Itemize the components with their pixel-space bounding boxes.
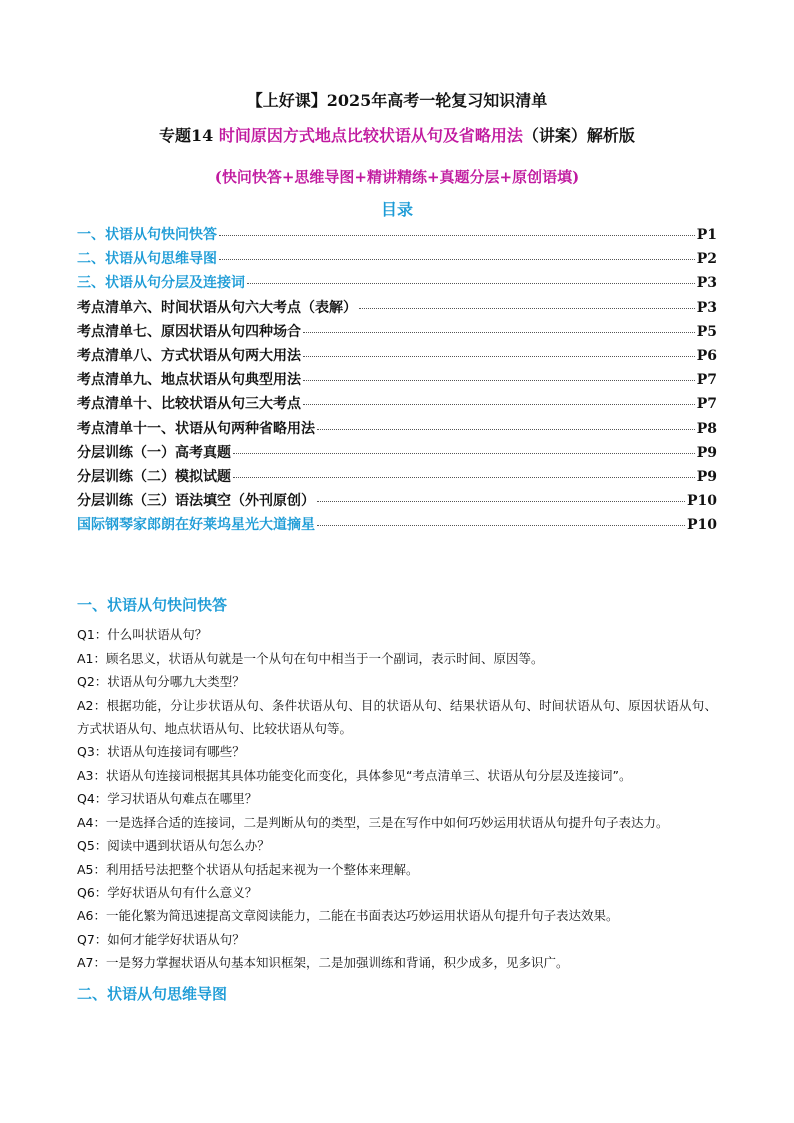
toc-dot-leader	[317, 501, 685, 502]
toc-item-text: 考点清单六、时间状语从句六大考点（表解）	[77, 299, 357, 316]
answer-line: A3：状语从句连接词根据其具体功能变化而变化，具体参见“考点清单三、状语从句分层及连接词”。	[77, 767, 632, 783]
question-line: Q3：状语从句连接词有哪些？	[77, 744, 245, 760]
toc-dot-leader	[233, 477, 695, 478]
toc-dot-leader	[219, 235, 695, 236]
toc-item-page: P5	[696, 323, 717, 340]
toc-item-text: 一、状语从句快问快答	[77, 227, 217, 243]
document-title: 【上好课】2025年高考一轮复习知识清单	[246, 91, 548, 110]
toc-item-page: P3	[696, 275, 717, 292]
question-line: Q6：学好状语从句有什么意义？	[77, 884, 258, 900]
toc-item[interactable]	[77, 297, 717, 321]
question-line: Q7：如何才能学好状语从句？	[77, 931, 245, 947]
toc-item-text: 分层训练（三）语法填空（外刊原创）	[77, 493, 315, 510]
toc-item-text: 考点清单十、比较状语从句三大考点	[77, 396, 301, 413]
toc-heading: 目录	[380, 200, 413, 219]
toc-item-page: P2	[696, 251, 717, 268]
qa-list	[77, 623, 717, 974]
toc-item[interactable]	[77, 369, 717, 393]
question-line: Q2：状语从句分哪九大类型？	[77, 674, 245, 690]
toc-item-page: P1	[696, 227, 717, 243]
toc-item[interactable]	[77, 490, 717, 514]
toc-item[interactable]	[77, 393, 717, 417]
toc-item-page: P7	[696, 372, 717, 389]
section-1-title: 一、状语从句快问快答	[77, 596, 228, 615]
toc-item[interactable]	[77, 466, 717, 490]
subtitle-suffix: （讲案）解析版	[522, 126, 635, 145]
toc-item-text: 三、状语从句分层及连接词	[77, 275, 245, 292]
toc-item-text: 分层训练（一）高考真题	[77, 444, 231, 461]
toc-item-text: 考点清单七、原因状语从句四种场合	[77, 323, 301, 340]
question-line: Q5：阅读中遇到状语从句怎么办？	[77, 838, 270, 854]
toc-item[interactable]	[77, 248, 717, 272]
toc-item[interactable]	[77, 321, 717, 345]
toc-item[interactable]	[77, 442, 717, 466]
toc-dot-leader	[317, 429, 695, 430]
toc-item-page: P10	[686, 493, 717, 510]
toc-dot-leader	[303, 356, 695, 357]
toc-item[interactable]	[77, 272, 717, 296]
section-2-title: 二、状语从句思维导图	[77, 984, 228, 1003]
question-line: Q1：什么叫状语从句？	[77, 627, 208, 643]
subtitle-prefix: 专题14	[159, 126, 214, 145]
document-tagline: (快问快答+思维导图+精讲精练+真题分层+原创语填)	[214, 168, 580, 186]
toc-dot-leader	[219, 259, 695, 260]
toc-item[interactable]	[77, 514, 717, 538]
question-line: Q4：学习状语从句难点在哪里？	[77, 791, 258, 807]
toc-item-page: P10	[686, 517, 717, 534]
answer-line: A2：根据功能，分让步状语从句、条件状语从句、目的状语从句、结果状语从句、时间状语从句、原因状语从句、方式状语从句、地点状语从句、比较状语从句等。	[77, 697, 717, 737]
toc-item-page: P3	[696, 299, 717, 316]
toc-dot-leader	[247, 283, 695, 284]
toc-dot-leader	[303, 404, 695, 405]
toc-item-text: 国际钢琴家郎朗在好莱坞星光大道摘星	[77, 517, 315, 534]
toc-item[interactable]	[77, 224, 717, 248]
answer-line: A5：利用括号法把整个状语从句括起来视为一个整体来理解。	[77, 861, 419, 877]
toc-dot-leader	[303, 380, 695, 381]
answer-line: A4：一是选择合适的连接词，二是判断从句的类型，三是在写作中如何巧妙运用状语从句提升句子表达力。	[77, 814, 669, 830]
toc-item-page: P7	[696, 396, 717, 413]
toc-dot-leader	[359, 308, 695, 309]
toc-item[interactable]	[77, 418, 717, 442]
table-of-contents	[77, 224, 717, 538]
answer-line: A6：一能化繁为简迅速提高文章阅读能力，二能在书面表达巧妙运用状语从句提升句子表达效果。	[77, 908, 619, 924]
toc-item-text: 考点清单十一、状语从句两种省略用法	[77, 420, 315, 437]
answer-line: A7：一是努力掌握状语从句基本知识框架，二是加强训练和背诵，积少成多，见多识广。	[77, 955, 569, 971]
toc-item-text: 考点清单九、地点状语从句典型用法	[77, 372, 301, 389]
toc-item-text: 二、状语从句思维导图	[77, 251, 217, 268]
toc-item-page: P9	[696, 468, 717, 485]
document-subtitle	[77, 123, 717, 146]
toc-item[interactable]	[77, 345, 717, 369]
answer-line: A1：顾名思义，状语从句就是一个从句在句中相当于一个副词，表示时间、原因等。	[77, 650, 544, 666]
toc-item-text: 分层训练（二）模拟试题	[77, 468, 231, 485]
toc-dot-leader	[233, 453, 695, 454]
toc-dot-leader	[317, 525, 685, 526]
toc-dot-leader	[303, 332, 695, 333]
subtitle-highlight: 时间原因方式地点比较状语从句及省略用法	[218, 126, 523, 145]
toc-item-page: P6	[696, 347, 717, 364]
toc-item-page: P9	[696, 444, 717, 461]
toc-item-page: P8	[696, 420, 717, 437]
toc-item-text: 考点清单八、方式状语从句两大用法	[77, 347, 301, 364]
